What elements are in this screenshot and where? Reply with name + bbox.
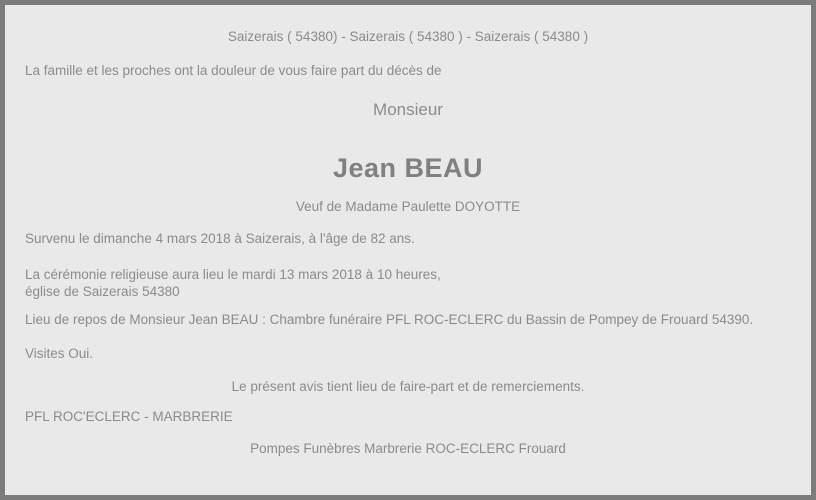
- death-notice-content: [5, 5, 811, 457]
- deceased-name: Jean BEAU: [332, 153, 484, 183]
- ceremony-line-2: église de Saizerais 54380: [25, 284, 180, 299]
- footer-line: Pompes Funèbres Marbrerie ROC-ECLERC Frouard: [250, 441, 566, 456]
- repose-info-line: Lieu de repos de Monsieur Jean BEAU : Chambre funéraire PFL ROC-ECLERC du Bassin de Pompey de Frouard 54390.: [25, 312, 754, 327]
- death-info-line: Survenu le dimanche 4 mars 2018 à Saizerais, à l'âge de 82 ans.: [25, 231, 415, 246]
- ceremony-line-1: La cérémonie religieuse aura lieu le mardi 13 mars 2018 à 10 heures,: [25, 267, 441, 282]
- locations-line: Saizerais ( 54380) - Saizerais ( 54380 ) - Saizerais ( 54380 ): [227, 29, 589, 44]
- ceremony-info: [25, 266, 791, 300]
- civility-title: Monsieur: [373, 100, 443, 119]
- funeral-home-line: PFL ROC'ECLERC - MARBRERIE: [25, 409, 233, 424]
- visits-line: Visites Oui.: [25, 346, 94, 361]
- faire-part-line: Le présent avis tient lieu de faire-part et de remerciements.: [231, 379, 585, 394]
- widower-line: Veuf de Madame Paulette DOYOTTE: [295, 199, 521, 214]
- intro-line: La famille et les proches ont la douleur de vous faire part du décès de: [25, 63, 442, 78]
